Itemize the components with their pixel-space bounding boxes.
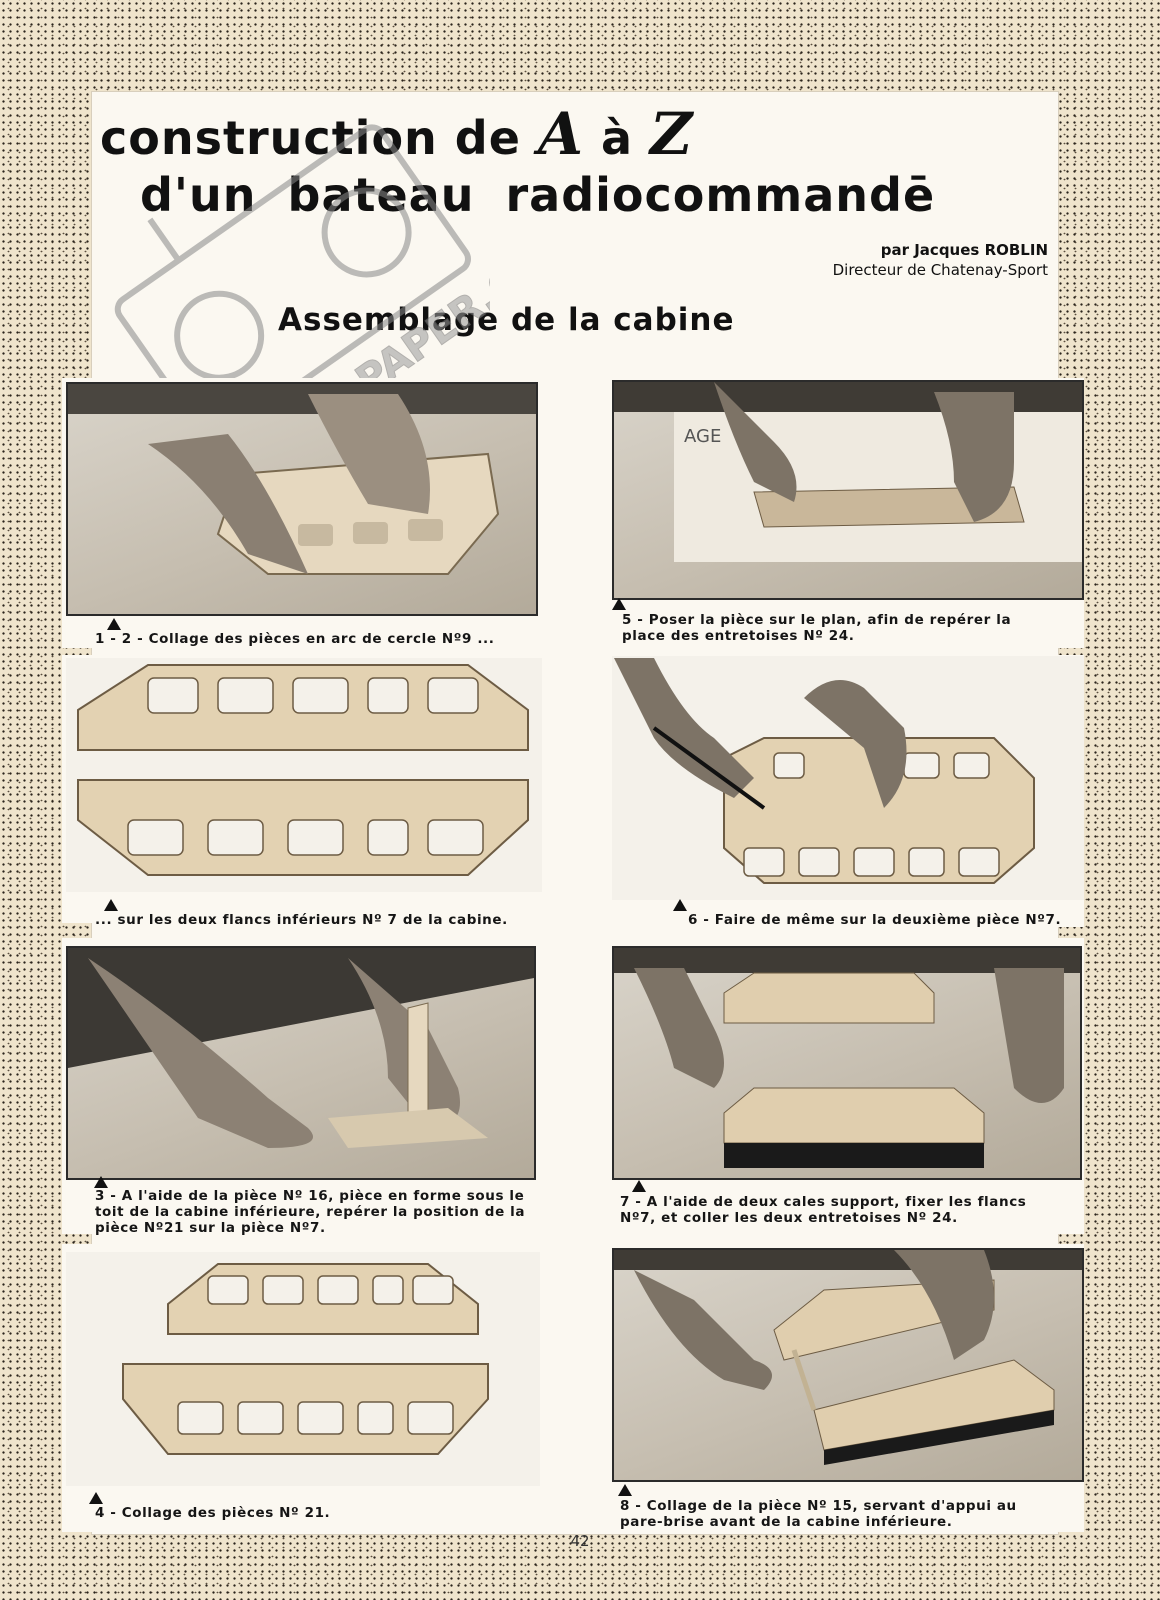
- title-letter-z: Z: [650, 100, 694, 168]
- author: par Jacques ROBLIN: [880, 241, 1048, 259]
- title-connector: à: [600, 111, 634, 165]
- pointer-triangle: [673, 899, 687, 911]
- section-title: Assemblage de la cabine: [278, 302, 735, 338]
- photo-3: [66, 946, 536, 1180]
- caption-3: 3 - A l'aide de la pièce Nº 16, pièce en forme sous le toit de la cabine inférieure, repérer la position de la pièce Nº21 sur la pièce Nº7.: [95, 1188, 526, 1236]
- photo-6: [612, 656, 1084, 900]
- photo-1: [66, 382, 538, 616]
- pointer-triangle: [104, 899, 118, 911]
- byline: [833, 240, 1048, 280]
- caption-6: 6 - Faire de même sur la deuxième pièce Nº7.: [688, 912, 1062, 928]
- photo-7: [612, 946, 1082, 1180]
- caption-2: ... sur les deux flancs inférieurs Nº 7 de la cabine.: [95, 912, 508, 928]
- caption-4: 4 - Collage des pièces Nº 21.: [95, 1505, 331, 1521]
- photo-5: [612, 380, 1084, 600]
- title-line-2: d'un bateau radiocommandē: [140, 168, 936, 222]
- author-role: Directeur de Chatenay-Sport: [832, 261, 1048, 279]
- photo-4: [66, 1252, 540, 1486]
- pointer-triangle: [107, 618, 121, 630]
- caption-8: 8 - Collage de la pièce Nº 15, servant d'appui au pare-brise avant de la cabine inférieure.: [620, 1498, 1017, 1530]
- caption-5: 5 - Poser la pièce sur le plan, afin de repérer la place des entretoises Nº 24.: [622, 612, 1012, 644]
- title-prefix: construction de: [100, 111, 521, 165]
- caption-7: 7 - A l'aide de deux cales support, fixer les flancs Nº7, et coller les deux entretoises Nº 24.: [620, 1194, 1027, 1226]
- title-letter-a: A: [537, 100, 584, 168]
- plan-label: AGE: [684, 426, 722, 447]
- pointer-triangle: [618, 1484, 632, 1496]
- pointer-triangle: [612, 598, 626, 610]
- pointer-triangle: [94, 1176, 108, 1188]
- photo-2: [66, 658, 542, 892]
- pointer-triangle: [89, 1492, 103, 1504]
- title-line-1: [100, 100, 693, 168]
- page-number: 42: [570, 1532, 590, 1550]
- caption-1: 1 - 2 - Collage des pièces en arc de cercle Nº9 ...: [95, 631, 495, 647]
- pointer-triangle: [632, 1180, 646, 1192]
- photo-8: [612, 1248, 1084, 1482]
